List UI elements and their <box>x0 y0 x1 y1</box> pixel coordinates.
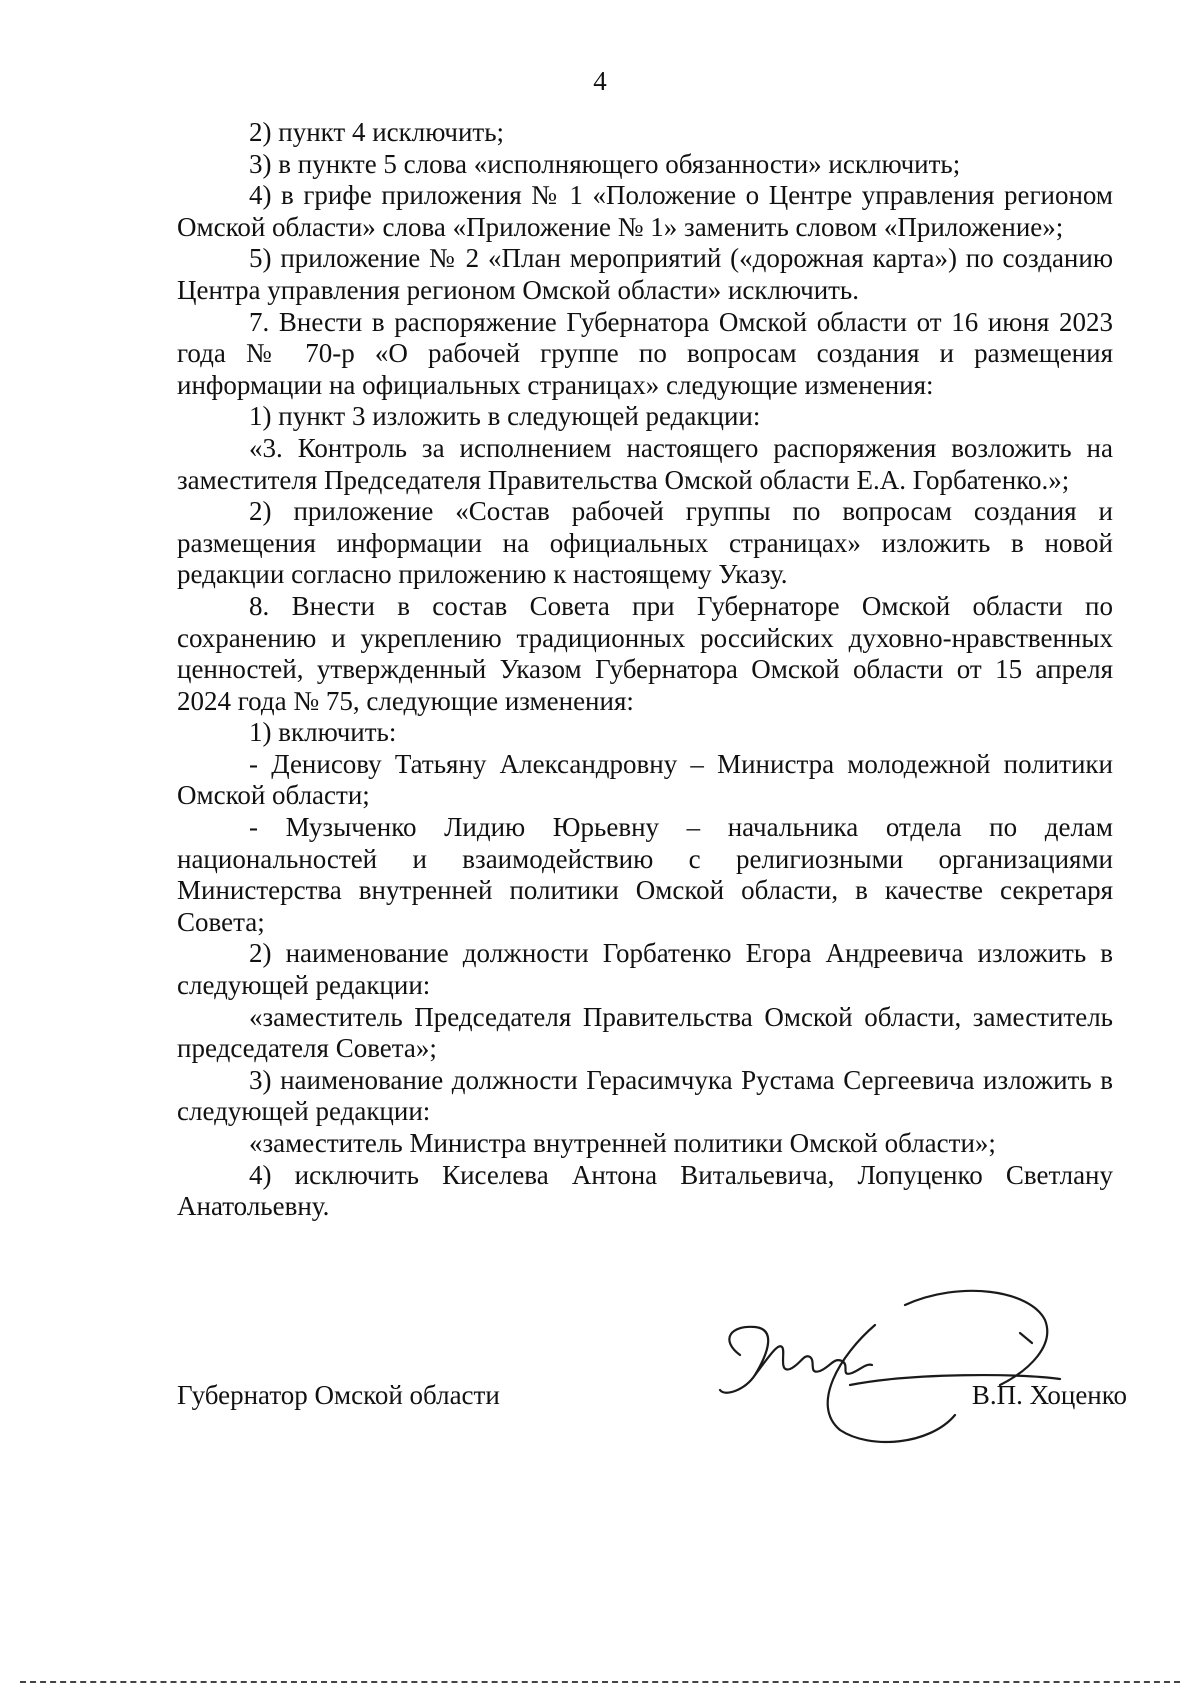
paragraph: 1) пункт 3 изложить в следующей редакции: <box>249 401 761 432</box>
document-body <box>177 117 1113 1223</box>
paragraph: 7. Внести в распоряжение Губернатора Омской области от 16 июня 2023 года № 70-р «О рабочей группе по вопросам создания и размещения информации на официальных страницах» следующие изменения: <box>177 306 1113 400</box>
paragraph: - Денисову Татьяну Александровну – Министра молодежной политики Омской области; <box>177 748 1113 811</box>
page-number: 4 <box>593 66 607 96</box>
paragraph: 4) исключить Киселева Антона Витальевича, Лопуценко Светлану Анатольевну. <box>177 1159 1113 1222</box>
handwritten-signature <box>700 1285 1080 1465</box>
paragraph: 3) наименование должности Герасимчука Рустама Сергеевича изложить в следующей редакции: <box>177 1064 1113 1127</box>
signer-title: Губернатор Омской области <box>177 1380 500 1410</box>
paragraph: 3) в пункте 5 слова «исполняющего обязанности» исключить; <box>249 148 961 179</box>
paragraph: «3. Контроль за исполнением настоящего распоряжения возложить на заместителя Председателя Правительства Омской области Е.А. Горбатенко.»; <box>177 432 1113 495</box>
paragraph: «заместитель Председателя Правительства Омской области, заместитель председателя Совета»; <box>177 1001 1113 1064</box>
paragraph: «заместитель Министра внутренней политики Омской области»; <box>249 1128 996 1158</box>
signer-name: В.П. Хоценко <box>971 1380 1127 1410</box>
paragraph: 2) приложение «Состав рабочей группы по вопросам создания и размещения информации на официальных страницах» изложить в новой редакции согласно приложению к настоящему Указу. <box>177 496 1113 590</box>
paragraph: 4) в грифе приложения № 1 «Положение о Центре управления регионом Омской области» слова «Приложение № 1» заменить словом «Приложение»; <box>177 180 1113 242</box>
paragraph: 8. Внести в состав Совета при Губернаторе Омской области по сохранению и укреплению традиционных российских духовно-нравственных ценностей, утвержденный Указом Губернатора Омской области от 15 апреля 2024 года № 75, следующие изменения: <box>177 590 1113 716</box>
signature-block <box>177 1380 1127 1420</box>
paragraph: 1) включить: <box>249 717 397 748</box>
paragraph: 2) наименование должности Горбатенко Егора Андреевича изложить в следующей редакции: <box>177 938 1113 1001</box>
paragraph: - Музыченко Лидию Юрьевну – начальника отдела по делам национальностей и взаимодействию с религиозными организациями Министерства внутренней политики Омской области, в качестве секретаря Совета; <box>177 812 1113 937</box>
scan-edge-line <box>20 1681 1180 1683</box>
paragraph: 5) приложение № 2 «План мероприятий («дорожная карта») по созданию Центра управления регионом Омской области» исключить. <box>177 243 1113 305</box>
paragraph: 2) пункт 4 исключить; <box>249 117 505 147</box>
